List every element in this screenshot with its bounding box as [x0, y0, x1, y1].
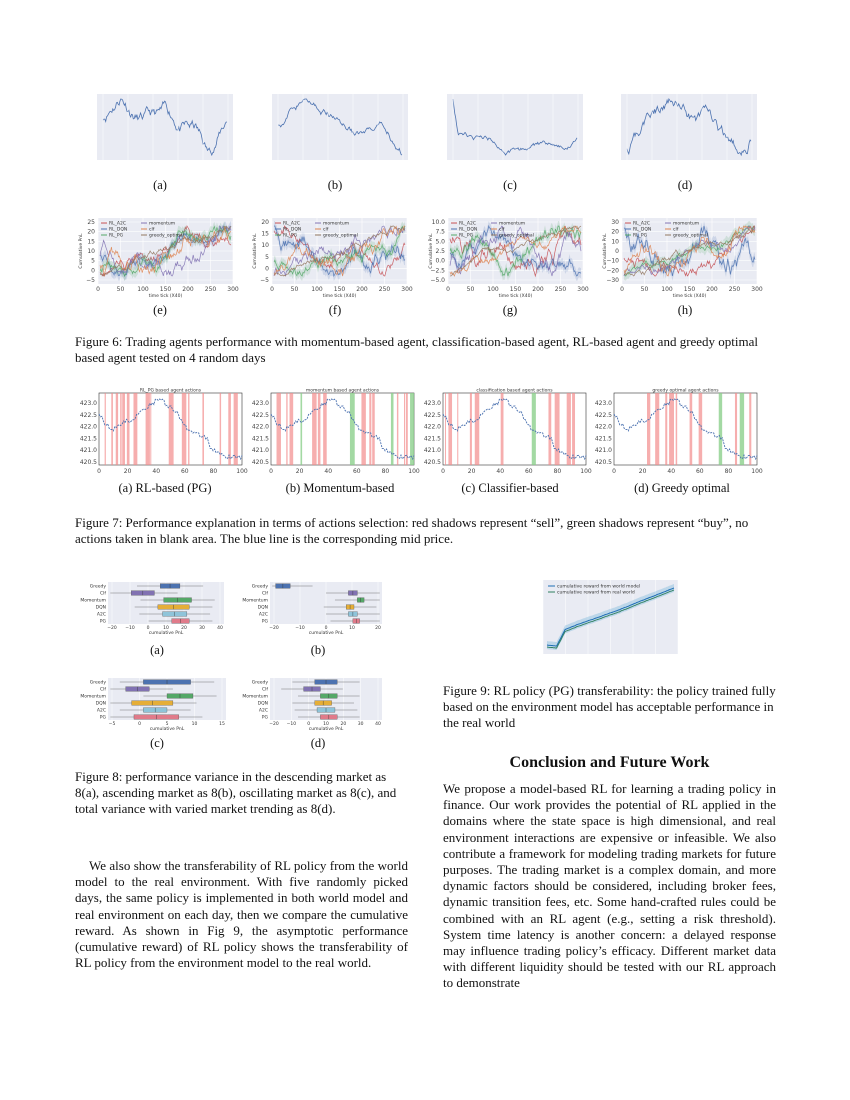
- x-tick-label: 40: [324, 468, 333, 475]
- category-label: A2C: [96, 612, 106, 618]
- x-tick-label: 10: [163, 626, 169, 631]
- y-tick-label: 422.0: [423, 423, 441, 431]
- fig8-label-b: (b): [310, 643, 326, 657]
- left-paragraph: We also show the transferability of RL policy from the world model to the real environment. With five randomly picked days, the same policy is implemented in both world model and real environment on each day, then we compare the cumulative reward. As shown in Fig 9, the asymptotic performance (cumulative reward) of RL policy shows the transferability of RL policy from the environment model to the real world.: [75, 858, 408, 971]
- y-tick-label: 422.0: [251, 423, 269, 431]
- x-tick-label: 0: [146, 626, 150, 631]
- legend-label: momentum: [149, 221, 176, 227]
- y-tick-label: 25: [87, 219, 95, 226]
- x-axis-label: time tick (X40): [148, 294, 183, 299]
- y-tick-label: 421.0: [79, 447, 97, 455]
- x-tick-label: 20: [340, 722, 347, 727]
- y-tick-label: 10: [611, 238, 619, 246]
- x-tick-label: 60: [695, 468, 704, 475]
- category-label: Clf: [100, 687, 106, 693]
- fig7-label-c: (c) Classifier-based: [461, 481, 559, 495]
- x-tick-label: 100: [236, 468, 248, 475]
- x-tick-label: 40: [496, 468, 505, 475]
- fig8-label-d: (d): [310, 736, 326, 750]
- x-tick-label: 10: [323, 722, 329, 727]
- category-label: PG: [99, 619, 106, 625]
- x-tick-label: 15: [219, 722, 225, 727]
- legend-label: clf: [149, 227, 155, 233]
- category-label: DQN: [95, 605, 106, 611]
- y-tick-label: 420.5: [423, 459, 441, 466]
- y-tick-label: 5: [265, 253, 269, 261]
- x-tick-label: 10: [191, 722, 198, 727]
- y-tick-label: 423.0: [594, 400, 612, 407]
- y-tick-label: 20: [87, 228, 95, 236]
- x-tick-label: 250: [554, 286, 567, 293]
- fig6-label-b: (b): [327, 178, 343, 192]
- legend-label: momentum: [499, 221, 526, 227]
- category-label: Clf: [100, 591, 106, 597]
- x-tick-label: 50: [640, 286, 649, 293]
- x-axis-label: cumulative PnL: [148, 631, 184, 636]
- category-label: A2C: [96, 708, 106, 714]
- x-tick-label: 0: [96, 286, 100, 293]
- x-tick-label: 20: [375, 626, 381, 631]
- x-tick-label: 300: [751, 286, 763, 293]
- y-tick-label: 15: [261, 230, 269, 238]
- y-tick-label: 7.5: [435, 228, 445, 236]
- x-tick-label: 0: [138, 722, 141, 727]
- category-label: DQN: [257, 701, 268, 707]
- legend-label: RL_PG: [459, 233, 474, 239]
- x-tick-label: 10: [349, 626, 355, 631]
- fig6-caption: Figure 6: Trading agents performance with momentum-based agent, classification-based agent, RL-based agent and greedy optimal based agent tested on 4 random days: [75, 334, 759, 365]
- x-tick-label: 100: [661, 286, 673, 293]
- category-label: Momentum: [242, 694, 268, 700]
- y-tick-label: 422.5: [594, 411, 612, 419]
- legend-label: RL_DQN: [283, 227, 302, 233]
- x-tick-label: −5: [108, 722, 116, 727]
- y-tick-label: 423.0: [79, 400, 97, 407]
- legend-label: RL_A2C: [109, 221, 126, 227]
- y-tick-label: −5: [260, 277, 269, 284]
- y-tick-label: −20: [606, 267, 619, 275]
- category-label: Greedy: [251, 584, 268, 590]
- x-tick-label: 250: [204, 286, 217, 293]
- category-label: Momentum: [80, 694, 106, 700]
- x-tick-label: 100: [311, 286, 323, 293]
- fig6-label-f: (f): [328, 303, 342, 317]
- y-tick-label: 422.5: [423, 411, 441, 419]
- x-tick-label: 150: [509, 286, 522, 293]
- x-tick-label: 60: [352, 468, 361, 475]
- x-tick-label: 0: [307, 722, 311, 727]
- y-tick-label: −5.0: [430, 277, 445, 284]
- y-tick-label: 422.0: [594, 423, 612, 431]
- panel-title: RL_PG based agent actions: [139, 388, 202, 394]
- panel-title: greedy optimal agent actions: [652, 388, 719, 394]
- x-axis-label: time tick (X40): [498, 294, 533, 299]
- panel-title: classification based agent actions: [476, 388, 553, 394]
- x-tick-label: 300: [401, 286, 413, 293]
- legend-label: RL_DQN: [109, 227, 128, 233]
- x-tick-label: 20: [123, 468, 132, 475]
- category-label: Greedy: [251, 680, 268, 686]
- category-label: A2C: [258, 708, 268, 714]
- legend-label: greedy_optimal: [499, 233, 534, 239]
- legend-label: RL_PG: [109, 233, 124, 239]
- x-tick-label: 20: [467, 468, 476, 475]
- x-tick-label: 0: [270, 286, 274, 293]
- y-tick-label: 5: [91, 257, 95, 265]
- x-tick-label: 0: [612, 468, 616, 475]
- x-tick-label: 40: [152, 468, 161, 475]
- x-axis-label: cumulative PnL: [149, 727, 185, 732]
- x-tick-label: 100: [580, 468, 592, 475]
- y-tick-label: 421.5: [594, 435, 612, 443]
- y-tick-label: 421.0: [594, 447, 612, 455]
- x-axis-label: time tick (X40): [322, 294, 357, 299]
- fig6-label-d: (d): [677, 178, 693, 192]
- y-tick-label: 421.0: [251, 447, 269, 455]
- category-label: Momentum: [242, 598, 268, 604]
- y-tick-label: 5.0: [435, 238, 445, 246]
- y-tick-label: 10.0: [431, 219, 445, 226]
- x-tick-label: 20: [295, 468, 304, 475]
- legend-label: RL_PG: [283, 233, 298, 239]
- fig6-label-c: (c): [503, 178, 517, 192]
- category-label: PG: [99, 715, 106, 721]
- y-tick-label: 10: [261, 242, 269, 250]
- y-tick-label: 20: [611, 228, 619, 236]
- fig9-caption: Figure 9: RL policy (PG) transferability: the policy trained fully based on the environment model has acceptable performance in the real world: [443, 683, 776, 730]
- fig6-label-g: (g): [502, 303, 518, 317]
- y-tick-label: 30: [611, 219, 619, 226]
- x-tick-label: 150: [683, 286, 696, 293]
- x-tick-label: −20: [269, 722, 279, 727]
- y-tick-label: 2.5: [435, 248, 445, 255]
- x-tick-label: 150: [159, 286, 172, 293]
- y-tick-label: 422.0: [79, 423, 97, 431]
- x-tick-label: 40: [217, 626, 223, 631]
- y-axis-label: Cumulative PnL: [253, 233, 258, 269]
- y-tick-label: 421.5: [79, 435, 97, 443]
- y-tick-label: 422.5: [79, 411, 97, 419]
- x-axis-label: cumulative PnL: [308, 727, 344, 732]
- y-tick-label: 20: [261, 219, 269, 226]
- panel-title: momentum based agent actions: [305, 388, 380, 394]
- x-tick-label: 0: [324, 626, 328, 631]
- y-tick-label: 421.5: [251, 435, 269, 443]
- legend-label: RL_PG: [633, 233, 648, 239]
- fig8-caption: Figure 8: performance variance in the descending market as 8(a), ascending market as 8(b), oscillating market as 8(c), and total variance with varied market trending as 8(d).: [75, 769, 397, 816]
- legend-label: RL_A2C: [459, 221, 476, 227]
- x-tick-label: 100: [408, 468, 420, 475]
- x-tick-label: 100: [137, 286, 149, 293]
- legend-label: momentum: [673, 221, 700, 227]
- x-tick-label: 200: [532, 286, 544, 293]
- x-tick-label: 250: [728, 286, 741, 293]
- x-tick-label: 200: [356, 286, 368, 293]
- fig6-label-h: (h): [677, 303, 693, 317]
- y-tick-label: 420.5: [594, 459, 612, 466]
- fig6-label-e: (e): [153, 303, 167, 317]
- y-axis-label: Cumulative PnL: [79, 233, 84, 269]
- category-label: Greedy: [89, 584, 106, 590]
- x-tick-label: −10: [125, 626, 135, 631]
- x-tick-label: 100: [487, 286, 499, 293]
- legend-label: RL_A2C: [633, 221, 650, 227]
- category-label: Momentum: [80, 598, 106, 604]
- x-tick-label: 0: [441, 468, 445, 475]
- fig7-caption: Figure 7: Performance explanation in terms of actions selection: red shadows represent “sell”, green shadows represent “buy”, no actions taken in blank area. The blue line is the corresponding mid price.: [75, 515, 749, 546]
- fig8-label-a: (a): [150, 643, 164, 657]
- y-tick-label: 421.5: [423, 435, 441, 443]
- fig7-label-a: (a) RL-based (PG): [118, 481, 212, 495]
- x-tick-label: 80: [553, 468, 562, 475]
- y-tick-label: 0: [265, 265, 269, 273]
- x-tick-label: 60: [180, 468, 189, 475]
- y-tick-label: −10: [606, 257, 619, 265]
- x-tick-label: 30: [199, 626, 205, 631]
- x-tick-label: 20: [181, 626, 187, 631]
- x-tick-label: −10: [286, 722, 297, 727]
- x-tick-label: 200: [182, 286, 194, 293]
- x-tick-label: 5: [165, 722, 169, 727]
- x-axis-label: cumulative PnL: [308, 631, 344, 636]
- fig7-label-d: (d) Greedy optimal: [634, 481, 730, 495]
- x-tick-label: 80: [724, 468, 733, 475]
- x-tick-label: 300: [227, 286, 239, 293]
- x-tick-label: 40: [667, 468, 676, 475]
- x-tick-label: 250: [378, 286, 391, 293]
- legend-label: clf: [499, 227, 505, 233]
- x-tick-label: 300: [577, 286, 589, 293]
- x-tick-label: 150: [333, 286, 346, 293]
- section-heading: Conclusion and Future Work: [509, 754, 710, 771]
- legend-label: RL_DQN: [459, 227, 478, 233]
- x-tick-label: 200: [706, 286, 718, 293]
- y-tick-label: −30: [606, 277, 619, 284]
- category-label: Greedy: [89, 680, 106, 686]
- legend-label: greedy_optimal: [323, 233, 358, 239]
- category-label: Clf: [262, 687, 268, 693]
- legend-label: clf: [673, 227, 679, 233]
- y-tick-label: 420.5: [251, 459, 269, 466]
- category-label: A2C: [258, 612, 268, 618]
- x-tick-label: 30: [357, 722, 364, 727]
- legend-label: greedy_optimal: [673, 233, 708, 239]
- x-tick-label: 50: [466, 286, 475, 293]
- x-tick-label: 0: [97, 468, 101, 475]
- fig8-label-c: (c): [150, 736, 164, 750]
- y-tick-label: 421.0: [423, 447, 441, 455]
- x-tick-label: 40: [375, 722, 381, 727]
- x-tick-label: 50: [290, 286, 299, 293]
- y-tick-label: 423.0: [423, 400, 441, 407]
- x-tick-label: −20: [107, 626, 117, 631]
- x-axis-label: time tick (X40): [672, 294, 707, 299]
- x-tick-label: 80: [209, 468, 218, 475]
- y-tick-label: 423.0: [251, 400, 269, 407]
- x-tick-label: 0: [620, 286, 624, 293]
- x-tick-label: 20: [638, 468, 647, 475]
- x-tick-label: 0: [269, 468, 273, 475]
- y-tick-label: 422.5: [251, 411, 269, 419]
- y-tick-label: 10: [87, 248, 95, 255]
- x-tick-label: −10: [295, 626, 305, 631]
- category-label: DQN: [95, 701, 106, 707]
- legend-label: cumulative reward from real world: [557, 590, 635, 596]
- y-tick-label: −5: [86, 277, 95, 284]
- y-tick-label: 0: [615, 248, 619, 255]
- fig6-label-a: (a): [153, 178, 167, 192]
- right-paragraph: We propose a model-based RL for learning a trading policy in finance. Our work provides the potential of RL applied in the domains where the state space is high dimensional, and real environment interactions are expensive or infeasible. We also contribute a framework for modeling trading markets for future purposes. The trading market is a complex domain, and more dynamic factors should be considered, including broker fees, dynamic transition fees, etc. Some hand-crafted rules could be combined with an RL agent (e.g., setting a risk threshold). System time latency is another concern: a delayed response may influence trading policy’s efficacy. Different market data with different liquidity should be tested with our RL approach to demonstrate: [443, 781, 776, 991]
- legend-label: RL_DQN: [633, 227, 652, 233]
- legend-label: cumulative reward from world model: [557, 584, 641, 590]
- x-tick-label: −20: [269, 626, 279, 631]
- y-tick-label: 0: [91, 267, 95, 275]
- legend-label: RL_A2C: [283, 221, 300, 227]
- y-tick-label: 0.0: [435, 257, 445, 265]
- fig7-label-b: (b) Momentum-based: [285, 481, 395, 495]
- y-tick-label: 420.5: [79, 459, 97, 466]
- legend-label: momentum: [323, 221, 350, 227]
- category-label: DQN: [257, 605, 268, 611]
- y-tick-label: 15: [87, 238, 95, 246]
- x-tick-label: 50: [116, 286, 125, 293]
- y-axis-label: Cumulative PnL: [603, 233, 608, 269]
- y-axis-label: Cumulative PnL: [429, 233, 434, 269]
- x-tick-label: 60: [524, 468, 533, 475]
- legend-label: clf: [323, 227, 329, 233]
- x-tick-label: 0: [446, 286, 450, 293]
- x-tick-label: 80: [381, 468, 390, 475]
- category-label: Clf: [262, 591, 268, 597]
- y-tick-label: −2.5: [430, 267, 445, 275]
- category-label: PG: [261, 619, 268, 625]
- x-tick-label: 100: [751, 468, 763, 475]
- legend-label: greedy_optimal: [149, 233, 184, 239]
- category-label: PG: [261, 715, 268, 721]
